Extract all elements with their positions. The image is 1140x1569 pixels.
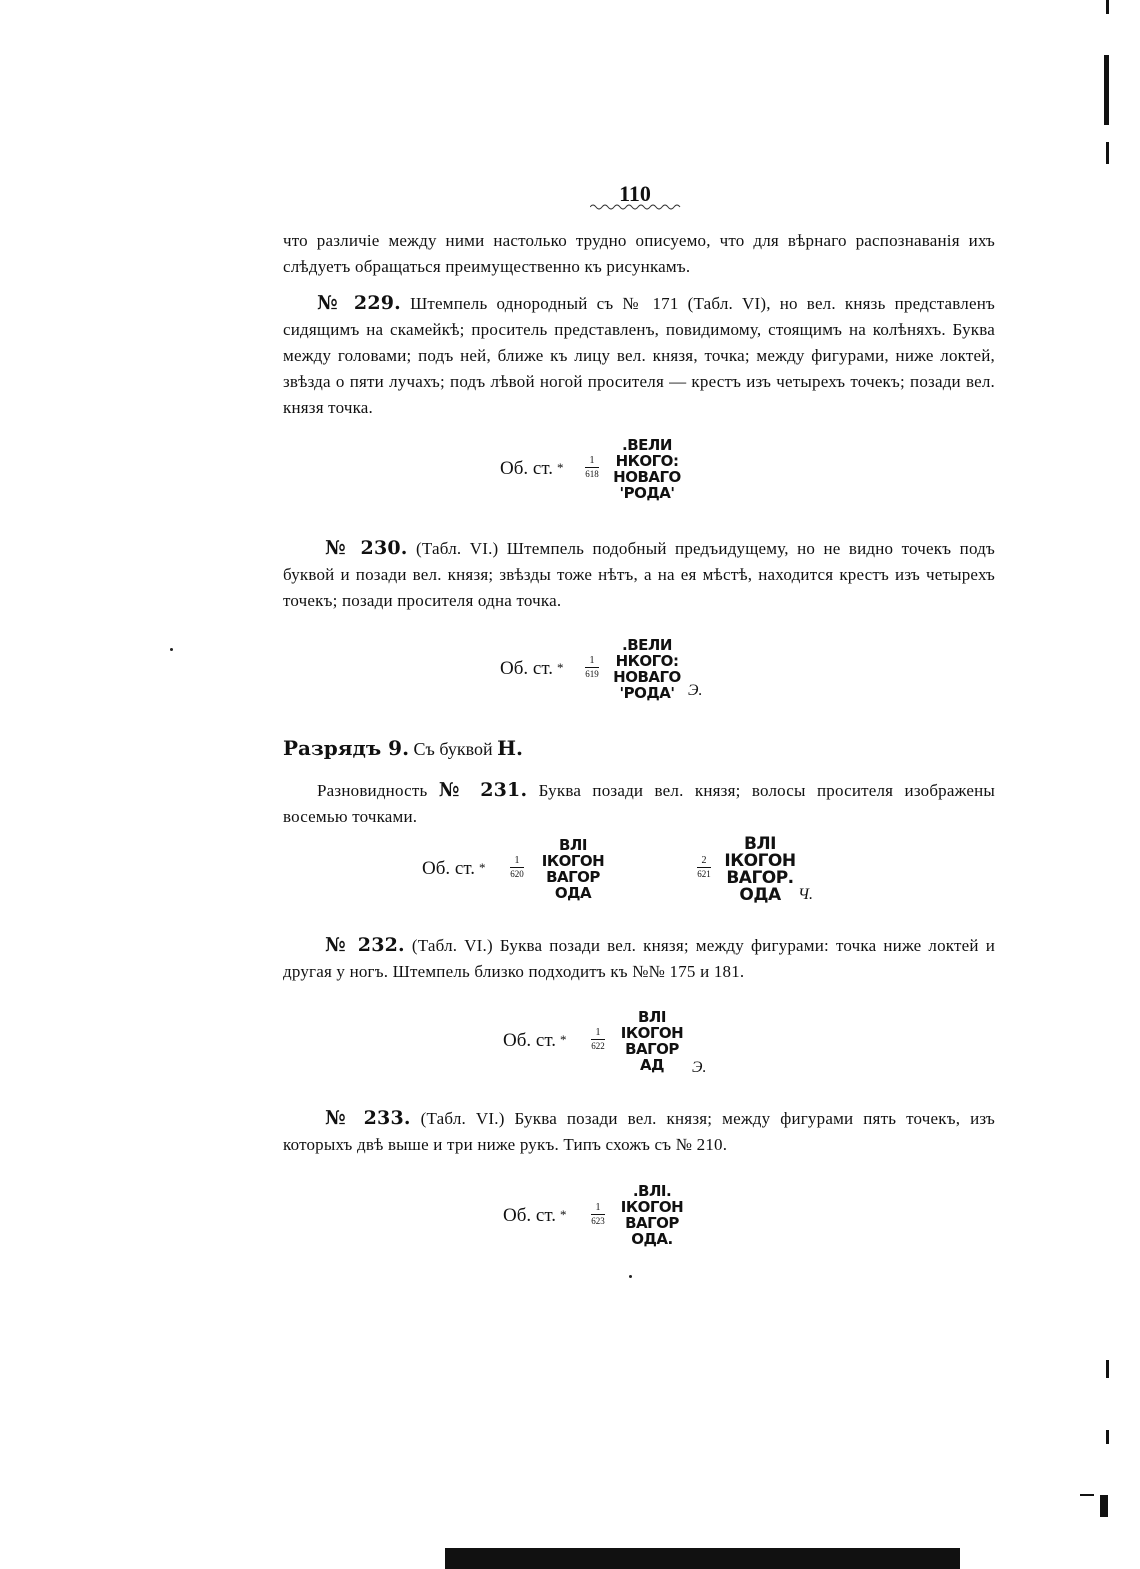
page-number: 110 — [619, 181, 651, 206]
star-icon: * — [559, 1032, 567, 1047]
entry-prefix: Разновидность — [317, 781, 428, 800]
source-mark: Э. — [692, 1059, 707, 1076]
star-icon: * — [559, 1207, 567, 1222]
entry-number: № 231. — [438, 779, 528, 801]
page-bottom-edge — [445, 1548, 960, 1569]
section-letter: Н. — [497, 736, 523, 760]
entry-number: № 229. — [317, 292, 401, 314]
star-icon: * — [478, 860, 486, 875]
legend-label: Об. ст. * — [422, 858, 486, 879]
section-text: Съ буквой — [413, 739, 493, 759]
entry-text: (Табл. VI.) Буква позади вел. князя; между фигурами пять точекъ, изъ которыхъ двѣ выше и три ниже рукъ. Типъ схожъ съ № 210. — [283, 1109, 996, 1154]
seal-inscription: ВЛІ ІКОГОН ВАГОР АД — [620, 1008, 684, 1074]
seal-inscription: ВЛІ ІКОГОН ВАГОР. ОДА — [724, 834, 796, 905]
seal-inscription: .ВЕЛИ НКОГО: НОВАГО 'РОДА' — [613, 636, 681, 702]
stray-dot — [629, 1275, 632, 1278]
star-icon: * — [556, 660, 564, 675]
entry-text: Буква позади вел. князя; волосы просителя изображены восемью точками. — [283, 781, 996, 826]
legend-label: Об. ст. * — [503, 1205, 567, 1226]
seal-inscription: .ВЕЛИ НКОГО: НОВАГО 'РОДА' — [613, 436, 681, 502]
entry-231-paragraph — [283, 777, 995, 830]
legend-label: Об. ст. * — [500, 458, 564, 479]
legend-label: Об. ст. * — [503, 1030, 567, 1051]
section-label: Разрядъ 9. — [283, 736, 410, 760]
entry-229-paragraph — [283, 290, 995, 421]
scan-edge-mark — [1104, 55, 1109, 125]
scan-edge-mark — [1100, 1495, 1108, 1517]
entry-number: № 230. — [325, 537, 408, 559]
catalog-fraction: 1 619 — [585, 655, 599, 679]
star-icon: * — [556, 460, 564, 475]
section-heading — [283, 736, 523, 760]
scan-edge-mark — [1106, 1430, 1109, 1444]
stray-dot — [170, 648, 173, 651]
scan-edge-mark — [1080, 1494, 1094, 1496]
catalog-fraction: 1 622 — [591, 1027, 605, 1051]
scan-edge-mark — [1106, 142, 1109, 164]
entry-text: Штемпель однородный съ № 171 (Табл. VI), но вел. князь представленъ сидящимъ на скамейкѣ; проситель представленъ, повидимому, стоящимъ на колѣняхъ. Буква между головами; подъ ней, ближе къ лицу вел. князя, точка; между фигурами, ниже локтей, звѣзда о пяти лучахъ; подъ лѣвой ногой просителя — крестъ изъ четырехъ точекъ; позади вел. князя точка. — [283, 294, 996, 417]
catalog-fraction: 1 623 — [591, 1202, 605, 1226]
entry-text: (Табл. VI.) Штемпель подобный предъидущему, но не видно точекъ подъ буквой и позади вел. князя; звѣзды тоже нѣтъ, а на ея мѣстѣ, находится крестъ изъ четырехъ точекъ; позади просителя одна точка. — [283, 539, 995, 610]
seal-inscription: ВЛІ ІКОГОН ВАГОР ОДА — [541, 836, 605, 902]
page-number-ornament — [590, 203, 682, 211]
entry-233-paragraph — [283, 1105, 995, 1158]
entry-230-paragraph — [283, 535, 995, 614]
entry-text: (Табл. VI.) Буква позади вел. князя; между фигурами: точка ниже локтей и другая у ногъ. Штемпель близко подходитъ къ №№ 175 и 181. — [283, 936, 996, 981]
scan-edge-mark — [1106, 0, 1109, 14]
entry-number: № 233. — [325, 1107, 411, 1129]
intro-paragraph: что различіе между ними настолько трудно описуемо, что для вѣрнаго распознаванія ихъ слѣдуетъ обращаться преимущественно къ рисункамъ. — [283, 231, 995, 276]
legend-label: Об. ст. * — [500, 658, 564, 679]
entry-number: № 232. — [325, 934, 405, 956]
entry-232-paragraph — [283, 932, 995, 985]
catalog-fraction: 1 620 — [510, 855, 524, 879]
seal-inscription: .ВЛІ. ІКОГОН ВАГОР ОДА. — [620, 1182, 684, 1248]
catalog-fraction: 1 618 — [585, 455, 599, 479]
scan-edge-mark — [1106, 1360, 1109, 1378]
catalog-fraction: 2 621 — [697, 855, 711, 879]
source-mark: Э. — [688, 682, 703, 699]
source-mark: Ч. — [798, 886, 814, 903]
